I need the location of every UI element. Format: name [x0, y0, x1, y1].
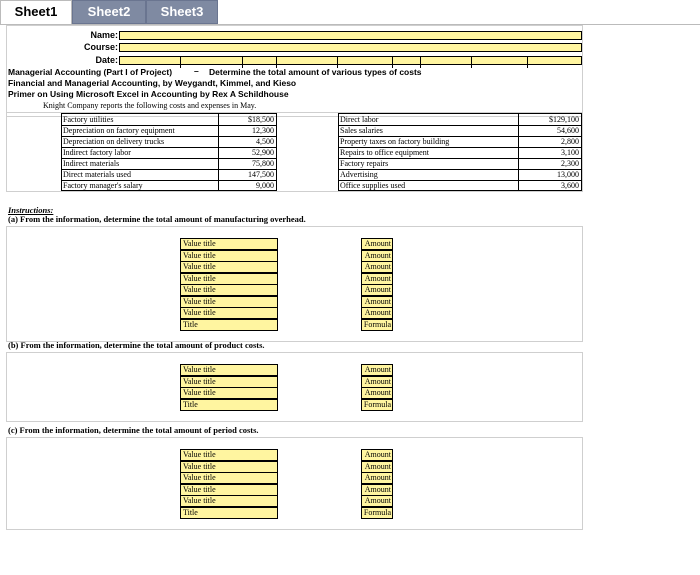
right-item-value: 2,800 [561, 137, 579, 146]
value-title-cell[interactable]: Value title [180, 387, 278, 399]
value-title-cell[interactable]: Value title [180, 296, 278, 308]
question-b: (b) From the information, determine the total amount of product costs. [8, 340, 265, 350]
textbook-line: Financial and Managerial Accounting, by Weygandt, Kimmel, and Kieso [8, 78, 297, 88]
right-item-label: Office supplies used [340, 181, 406, 190]
date-label: Date: [95, 55, 118, 65]
value-title-cell[interactable]: Value title [180, 261, 278, 273]
value-title-cell[interactable]: Value title [180, 250, 278, 262]
value-title-cell[interactable]: Value title [180, 364, 278, 376]
grid-tick [527, 56, 528, 68]
amount-cell[interactable]: Amount [361, 284, 393, 296]
amount-cell[interactable]: Amount [361, 461, 393, 473]
right-item-label: Repairs to office equipment [340, 148, 429, 157]
right-item-label: Property taxes on factory building [340, 137, 450, 146]
amount-cell[interactable]: Formula [361, 319, 393, 331]
value-title-cell[interactable]: Value title [180, 472, 278, 484]
left-item-value: 4,500 [256, 137, 274, 146]
left-item-label: Factory manager's salary [63, 181, 143, 190]
intro-text: Knight Company reports the following costs and expenses in May. [43, 101, 257, 110]
right-item-label: Factory repairs [340, 159, 389, 168]
value-title-cell[interactable]: Title [180, 319, 278, 331]
left-item-value: 52,900 [252, 148, 274, 157]
left-item-value: 12,300 [252, 126, 274, 135]
primer-line: Primer on Using Microsoft Excel in Accounting by Rex A Schildhouse [8, 89, 289, 99]
amount-cell[interactable]: Formula [361, 507, 393, 519]
right-item-value: 3,100 [561, 148, 579, 157]
right-item-label: Sales salaries [340, 126, 383, 135]
date-input[interactable] [119, 56, 582, 65]
value-title-cell[interactable]: Value title [180, 238, 278, 250]
amount-cell[interactable]: Amount [361, 238, 393, 250]
left-item-label: Depreciation on delivery trucks [63, 137, 165, 146]
right-item-value: 2,300 [561, 159, 579, 168]
value-title-cell[interactable]: Value title [180, 495, 278, 507]
amount-cell[interactable]: Amount [361, 376, 393, 388]
left-item-value: 75,800 [252, 159, 274, 168]
amount-cell[interactable]: Amount [361, 495, 393, 507]
right-item-label: Direct labor [340, 115, 379, 124]
right-item-label: Advertising [340, 170, 378, 179]
amount-cell[interactable]: Amount [361, 261, 393, 273]
value-title-cell[interactable]: Value title [180, 376, 278, 388]
column-separator [218, 113, 219, 191]
question-c: (c) From the information, determine the total amount of period costs. [8, 425, 259, 435]
column-separator [518, 113, 519, 191]
title-dash: – [194, 66, 199, 76]
amount-cell[interactable]: Amount [361, 250, 393, 262]
left-item-value: 9,000 [256, 181, 274, 190]
value-title-cell[interactable]: Value title [180, 461, 278, 473]
amount-cell[interactable]: Amount [361, 273, 393, 285]
value-title-cell[interactable]: Title [180, 507, 278, 519]
left-item-label: Indirect factory labor [63, 148, 131, 157]
right-item-value: 13,000 [557, 170, 579, 179]
right-item-value: 54,600 [557, 126, 579, 135]
amount-cell[interactable]: Amount [361, 296, 393, 308]
project-task: Determine the total amount of various types of costs [209, 67, 422, 77]
value-title-cell[interactable]: Title [180, 399, 278, 411]
right-item-value: 3,600 [561, 181, 579, 190]
grid-tick [180, 56, 181, 68]
value-title-cell[interactable]: Value title [180, 484, 278, 496]
amount-cell[interactable]: Formula [361, 399, 393, 411]
value-title-cell[interactable]: Value title [180, 307, 278, 319]
question-a: (a) From the information, determine the total amount of manufacturing overhead. [8, 214, 306, 224]
tab-sheet1[interactable]: Sheet1 [0, 0, 72, 24]
left-item-value: 147,500 [248, 170, 274, 179]
grid-tick [471, 56, 472, 68]
project-title: Managerial Accounting (Part I of Project) [8, 67, 173, 77]
amount-cell[interactable]: Amount [361, 484, 393, 496]
course-input[interactable] [119, 43, 582, 52]
tab-sheet3[interactable]: Sheet3 [146, 0, 218, 24]
left-item-label: Indirect materials [63, 159, 120, 168]
value-title-cell[interactable]: Value title [180, 284, 278, 296]
amount-cell[interactable]: Amount [361, 387, 393, 399]
amount-cell[interactable]: Amount [361, 472, 393, 484]
left-item-label: Direct materials used [63, 170, 131, 179]
right-item-value: $129,100 [549, 115, 579, 124]
left-item-value: $18,500 [248, 115, 274, 124]
name-input[interactable] [119, 31, 582, 40]
section-frame [6, 352, 583, 422]
value-title-cell[interactable]: Value title [180, 273, 278, 285]
section-frame [6, 226, 583, 342]
amount-cell[interactable]: Amount [361, 307, 393, 319]
section-frame [6, 437, 583, 530]
course-label: Course: [83, 42, 118, 52]
left-item-label: Factory utilities [63, 115, 114, 124]
amount-cell[interactable]: Amount [361, 364, 393, 376]
value-title-cell[interactable]: Value title [180, 449, 278, 461]
tab-sheet2[interactable]: Sheet2 [72, 0, 146, 24]
instructions-label: Instructions: [8, 205, 54, 215]
left-item-label: Depreciation on factory equipment [63, 126, 175, 135]
amount-cell[interactable]: Amount [361, 449, 393, 461]
name-label: Name: [90, 30, 118, 40]
